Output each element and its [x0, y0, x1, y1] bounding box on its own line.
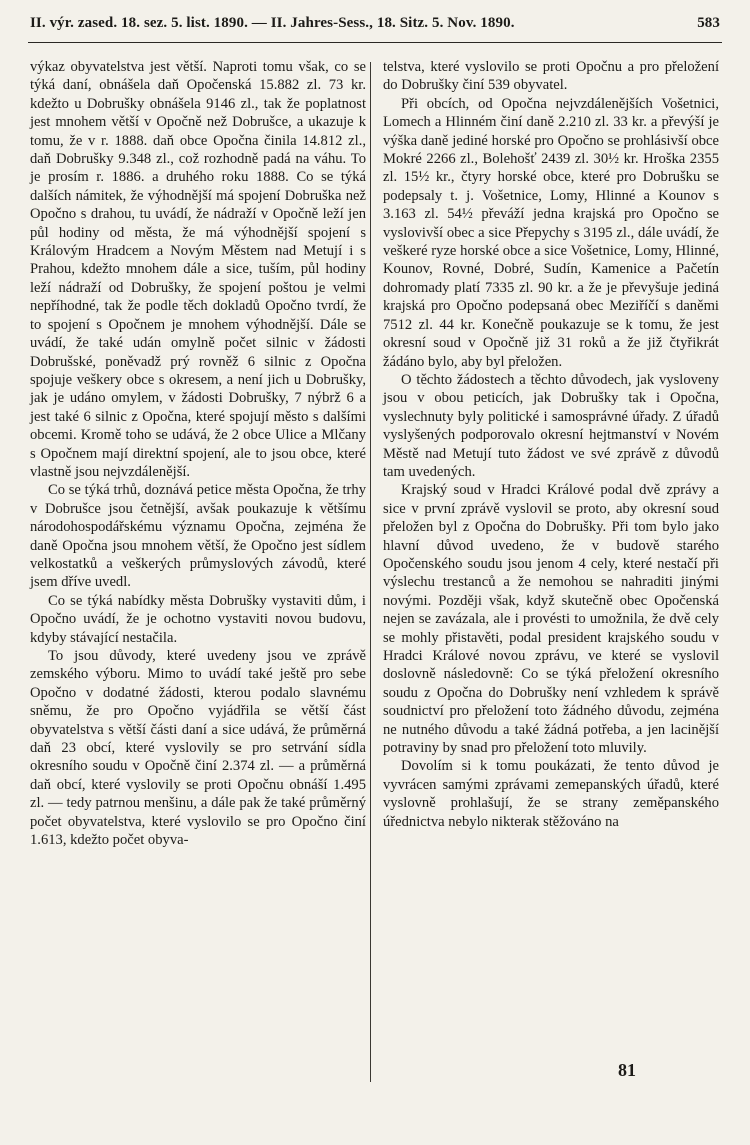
column-divider — [370, 62, 371, 1082]
header-title: II. výr. zased. 18. sez. 5. list. 1890. — II. Jahres-Sess., 18. Sitz. 5. Nov. 1890. — [30, 14, 515, 31]
left-paragraph-2: Co se týká trhů, doznává petice města Opočna, že trhy v Dobrušce jsou četnější, avšak poukazuje k většímu národohospodářskému významu Opočna, zejména že daně Opočna jsou mnohem větší, že Opočno jest sídlem velkostatků a veškerých průmyslových závodů, které jsem dříve uvedl. — [30, 482, 366, 591]
right-paragraph-1: telstva, které vyslovilo se proti Opočnu a pro přeložení do Dobrušky činí 539 obyvatel. — [383, 59, 719, 94]
right-paragraph-3: O těchto žádostech a těchto důvodech, jak vysloveny jsou v obou peticích, jak Dobrušky tak i Opočna, vyslechnuty byly politické i samosprávné úřady. Z úřadů vyslyšených podporovalo okresní hejtmanství v Novém Městě nad Metují tuto žádost ve své zprávě z důvodů tam uvedených. — [383, 371, 719, 480]
header-page-number: 583 — [697, 14, 720, 31]
right-column — [383, 58, 719, 831]
left-paragraph-3: Co se týká nabídky města Dobrušky vystaviti dům, i Opočno uvádí, že je ochotno vystaviti novou budovu, kdyby stávající nestačila. — [30, 592, 366, 646]
right-paragraph-4: Krajský soud v Hradci Králové podal dvě zprávy a sice v první zprávě vyslovil se proto, aby okresní soud přeložen byl z Opočna do Dobrušky. Při tom bylo jako hlavní důvod uvedeno, že v budově starého Opočenského soudu jsou jenom 4 cely, které nestačí při výslechu trestanců a že nemohou se nahraditi jinými novými. Později však, když skutečně obec Opočenská nejen se zavázala, ale i provésti to umožnila, že dvě cely se mohly přistavěti, podal president krajského soudu v Hradci Králové novou zprávu, ve které se vyslovil doslovně následovně: Co se týká přeložení okresního soudu z Opočna do Dobrušky není vzhledem k správě soudnictví pro přeložení toto žádného důvodu, zejména ne nutného důvodu a také žádná potřeba, a jen lacinější potraviny by snad pro přeložení toto mluvily. — [383, 482, 719, 757]
page-header — [30, 10, 720, 36]
left-paragraph-4: To jsou důvody, které uvedeny jsou ve zprávě zemského výboru. Mimo to uvádí také ještě pro sebe Opočno v dodatné žádosti, kterou podalo slavnému sněmu, že pro Opočno vyjádřila se větší část obyvatelstva s větší části daní a sice udává, že průměrná daň 23 obcí, které vyslovily se pro setrvání sídla okresního soudu v Opočně činí 2.374 zl. — a průměrná daň obcí, které vyslovily se proti Opočnu obnáší 1.495 zl. — tedy patrnou menšinu, a dále pak že také průměrný počet obyvatelstva, které vyslovilo se pro Opočno činí 1.613, kdežto počet obyva- — [30, 648, 366, 849]
header-rule — [28, 42, 722, 43]
right-paragraph-5: Dovolím si k tomu poukázati, že tento důvod je vyvrácen samými zprávami zemepanských úřadů, které vyslovně prohlašují, že se strany zeměpanského úřednictva nebylo nikterak stěžováno na — [383, 758, 719, 830]
left-paragraph-1: výkaz obyvatelstva jest větší. Naproti tomu však, co se týká daní, obnášela daň Opočenská 15.882 zl. 73 kr. kdežto u Dobrušky obnášela 9146 zl., tak že poplatnost jest mnohem větší v Opočně než Dobrušce, a ukazuje k tomu, že v r. 1888. daň obce Opočna činila 14.812 zl., daň Dobrušky 9.348 zl., což rozhodně padá na váhu. To je prosím r. 1886. a druhého roku 1888. Co se týká dalších námitek, že výhodnější má spojení Dobruška než Opočno s drahou, tu uvádí, že nádraží v Opočně leží jen půl hodiny od města, že má výhodnější spojení s Královým Hradcem a Novým Městem nad Metují i s Prahou, kdežto mnohem dále a sice, tuším, půl hodiny leží nádraží od Dobrušky, že spojení poštou je velmi nepříhodné, tak že podle těch dokladů Opočno tvrdí, že to spojení s Opočnem je mnohem výhodnější. Dále se uvádí, že také udán omylně počet silnic v žádosti Dobrušské, poněvadž prý rovněž 6 silnic z Opočna spojuje veškery obce s okresem, a není jich u Dobrušky, jak je udáno omylem, v žádosti Dobrušky, 7 nýbrž 6 a jest také 6 silnic z Opočna, které spojují město s dalšími obcemi. Kromě toho se udává, že 2 obce Ulice a Mlčany s Opočnem mají direktní spojení, ale to jsou obce, které vlastně jsou nejvzdálenější. — [30, 59, 366, 480]
left-column — [30, 58, 366, 849]
right-paragraph-2: Při obcích, od Opočna nejvzdálenějších Vošetnici, Lomech a Hlinném činí daně 2.210 zl. 33 kr. a převýší je výška daně jediné horské pro Opočno se prohlásivší obce Mokré 2266 zl., Bolehošť 2439 zl. 30½ kr. Hroška 2355 zl. 15½ kr., čtyry horské obce, které pro Dobrušku se podepsaly t. j. Vošetnice, Lomy, Hlinné a Kounov s 3.163 zl. 54½ převáží jedna krajská pro Opočno se vyslovivší obec a sice Přepychy s 3195 zl., dále uvádí, že veškeré ryze horské obce a sice Vošetnice, Lomy, Hlinné, Kounov, Rovné, Dobré, Sudín, Kamenice a Pačetín dohromady platí 7335 zl. 90 kr. a že je převyšuje jediná krajská pro Opočno podepsaná obec Meziříčí s daněmi 7512 zl. 44 kr. Konečně poukazuje se k tomu, že jest okresní soud v Opočně již 31 roků a že již čtyřikrát žádáno bylo, aby byl přeložen. — [383, 95, 719, 370]
page-number: 81 — [618, 1060, 636, 1080]
